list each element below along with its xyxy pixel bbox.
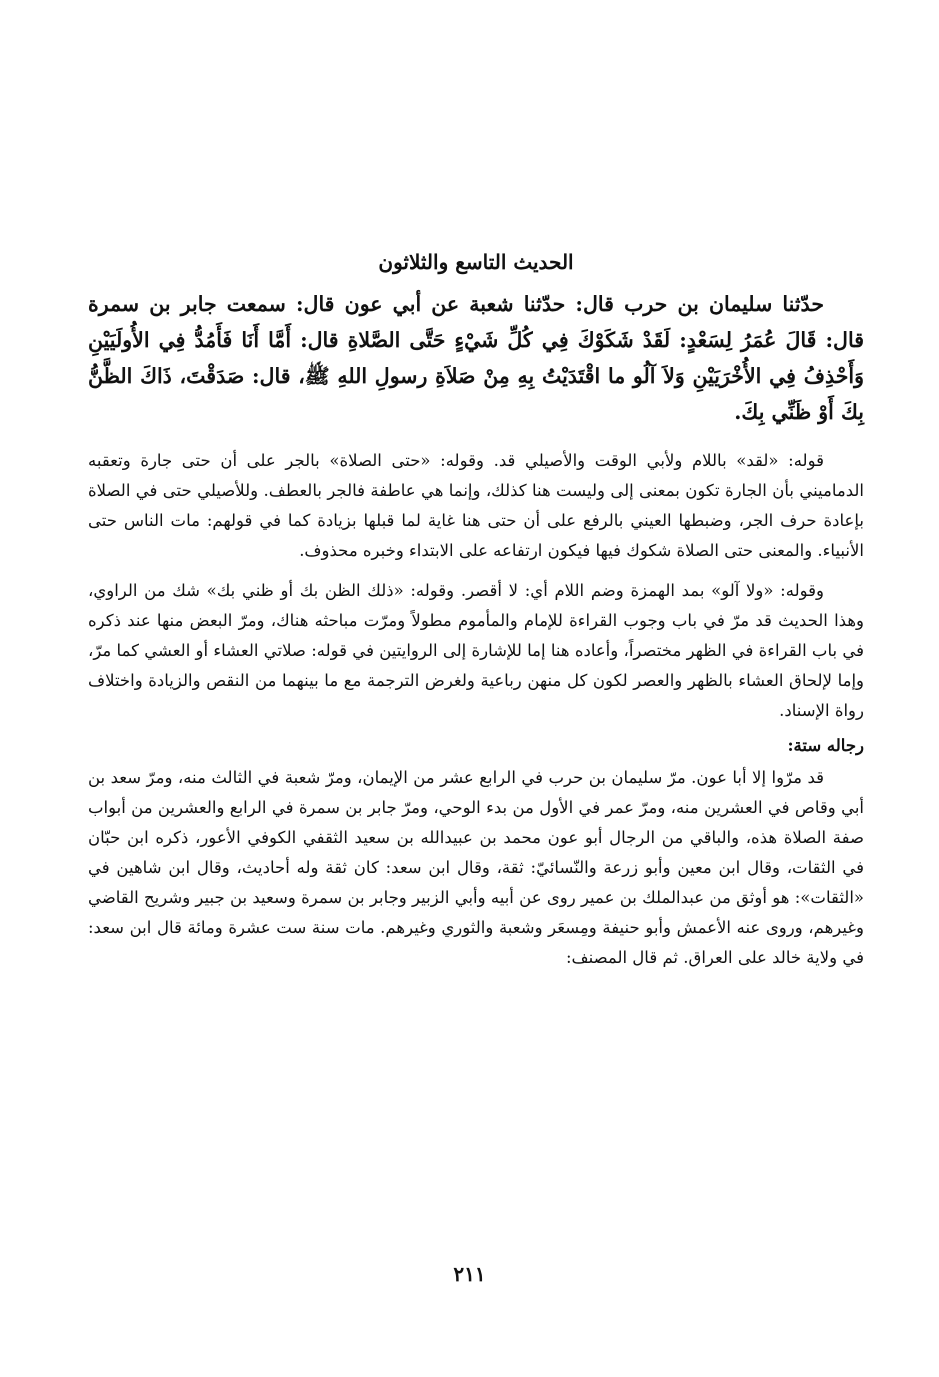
- narrators-heading: رجاله ستة:: [787, 736, 864, 755]
- commentary-paragraph-2: وقوله: «ولا آلو» بمد الهمزة وضم اللام أي: لا أقصر. وقوله: «ذلك الظن بك أو ظني بك» شك من الراوي، وهذا الحديث قد مرّ في باب وجوب القراءة للإمام والمأموم مطولاً ومرّت مباحثه هناك، ومرّ البعض منها عند ذكره في باب القراءة في الظهر مختصراً، وأعاده هنا إما للإشارة إلى الروايتين في قوله: صلاتي العشاء أو العشي كما مرّ، وإما لإلحاق العشاء بالظهر والعصر لكون كل منهن رباعية ولغرض الترجمة مع ما بينهما من النقص والزيادة واختلاف رواة الإسناد.: [88, 581, 864, 720]
- section-title: الحديث التاسع والثلاثون: [378, 250, 574, 274]
- commentary-paragraph-1: قوله: «لقد» باللام ولأبي الوقت والأصيلي قد. وقوله: «حتى الصلاة» بالجر على أن حتى جارة وتعقبه الدماميني بأن الجارة تكون بمعنى إلى وليست هنا كذلك، وإنما هي عاطفة فالجر بالعطف. وللأصيلي حتى في الصلاة بإعادة حرف الجر، وضبطها العيني بالرفع على أن حتى هنا غاية لما قبلها بزيادة كما في قولهم: مات الناس حتى الأنبياء. والمعنى حتى الصلاة شكوك فيها فيكون ارتفاعه على الابتداء وخبره محذوف.: [88, 451, 864, 560]
- hadith-text: حدّثنا سليمان بن حرب قال: حدّثنا شعبة عن أبي عون قال: سمعت جابر بن سمرة قال: قَالَ عُمَرُ لِسَعْدٍ: لَقَدْ شَكَوْكَ فِي كُلِّ شَيْءٍ حَتَّى الصَّلاةِ قال: أَمَّا أَنَا فَأَمُدُّ فِي الأُولَيَيْنِ وَأَحْذِفُ فِي الأُخْرَيَيْنِ وَلاَ آلُو ما اقْتَدَيْتُ بِهِ مِنْ صَلاَةِ رسولِ اللهِ ﷺ، قال: صَدَقْتَ، ذَاكَ الظَّنُّ بِكَ أَوْ ظَنِّي بِكَ.: [88, 292, 864, 424]
- page-content: [88, 250, 864, 983]
- page-number: ٢١١: [453, 1262, 486, 1286]
- narrators-paragraph: قد مرّوا إلا أبا عون. مرّ سليمان بن حرب في الرابع عشر من الإيمان، ومرّ شعبة في الثالث منه، ومرّ سعد بن أبي وقاص في العشرين منه، ومرّ عمر في الأول من بدء الوحي، ومرّ جابر بن سمرة في الرابع والعشرين من أبواب صفة الصلاة هذه، والباقي من الرجال أبو عون محمد بن عبيدالله بن سعيد الثقفي الكوفي الأعور، ذكره ابن حبّان في الثقات، وقال ابن معين وأبو زرعة والنّسائيّ: ثقة، وقال ابن سعد: كان ثقة وله أحاديث، وقال ابن شاهين في «الثقات»: هو أوثق من عبدالملك بن عمير روى عن أبيه وأبي الزبير وجابر بن سمرة وسعيد بن جبير وشريح القاضي وغيرهم، وروى عنه الأعمش وأبو حنيفة ومِسعَر وشعبة والثوري وغيرهم. مات سنة ست عشرة ومائة قال ابن سعد: في ولاية خالد على العراق. ثم قال المصنف:: [88, 768, 864, 967]
